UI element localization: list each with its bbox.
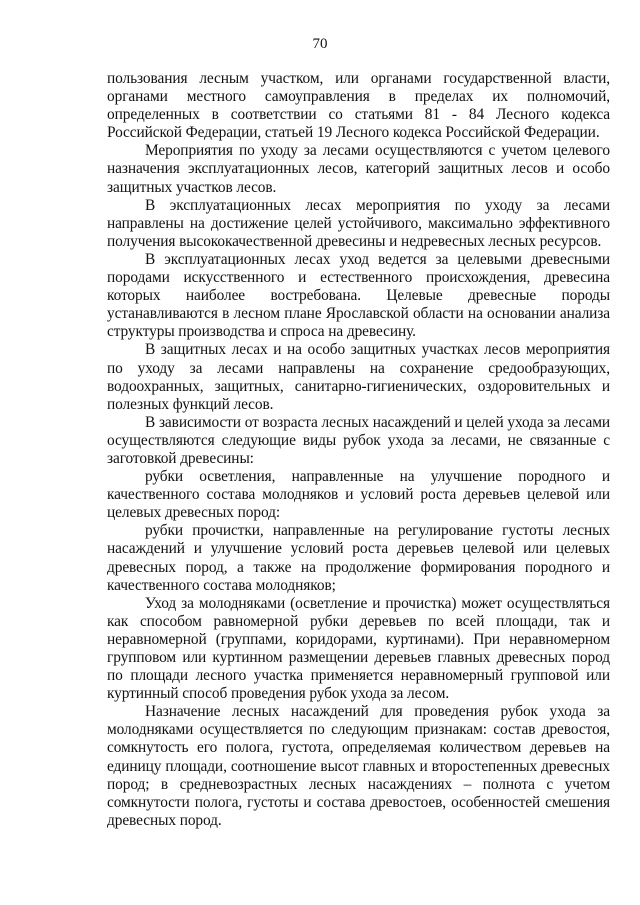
- paragraph: В защитных лесах и на особо защитных участках лесов мероприятия по уходу за лесами направлены на сохранение средообразующих, водоохранных, защитных, санитарно-гигиенических, оздоровительных и полезных функций лесов.: [107, 341, 610, 413]
- list-item-paragraph: рубки осветления, направленные на улучшение породного и качественного состава молодняков и условий роста деревьев целевой или целевых древесных пород:: [107, 468, 610, 522]
- paragraph: Уход за молодняками (осветление и прочистка) может осуществляться как способом равномерной рубки деревьев по всей площади, так и неравномерной (группами, коридорами, куртинами). При неравномерном групповом или куртинном размещении деревьев главных древесных пород по площади лесного участка применяется неравномерный групповой или куртинный способ проведения рубок ухода за лесом.: [107, 594, 610, 703]
- paragraph: пользования лесным участком, или органами государственной власти, органами местного самоуправления в пределах их полномочий, определенных в соответствии со статьями 81 - 84 Лесного кодекса Российской Федерации, статьей 19 Лесного кодекса Российской Федерации.: [107, 70, 610, 142]
- paragraph: Мероприятия по уходу за лесами осуществляются с учетом целевого назначения эксплуатационных лесов, категорий защитных лесов и особо защитных участков лесов.: [107, 142, 610, 196]
- page-number: 70: [312, 36, 328, 52]
- paragraph: В эксплуатационных лесах уход ведется за целевыми древесными породами искусственного и естественного происхождения, древесина которых наиболее востребована. Целевые древесные породы устанавливаются в лесном плане Ярославской области на основании анализа структуры производства и спроса на древесину.: [107, 250, 610, 341]
- paragraph: В зависимости от возраста лесных насаждений и целей ухода за лесами осуществляются следующие виды рубок ухода за лесами, не связанные с заготовкой древесины:: [107, 413, 610, 467]
- paragraph: Назначение лесных насаждений для проведения рубок ухода за молодняками осуществляется по следующим признакам: состав древостоя, сомкнутость его полога, густота, определяемая количеством деревьев на единицу площади, соотношение высот главных и второстепенных древесных пород; в средневозрастных лесных насаждениях – полнота с учетом сомкнутости полога, густоты и состава древостоев, особенностей смешения древесных пород.: [107, 703, 610, 829]
- document-body: [107, 70, 610, 830]
- list-item-paragraph: рубки прочистки, направленные на регулирование густоты лесных насаждений и улучшение условий роста деревьев целевой или целевых древесных пород, а также на продолжение формирования породного и качественного состава молодняков;: [107, 522, 610, 594]
- paragraph: В эксплуатационных лесах мероприятия по уходу за лесами направлены на достижение целей устойчивого, максимально эффективного получения высококачественной древесины и недревесных лесных ресурсов.: [107, 196, 610, 250]
